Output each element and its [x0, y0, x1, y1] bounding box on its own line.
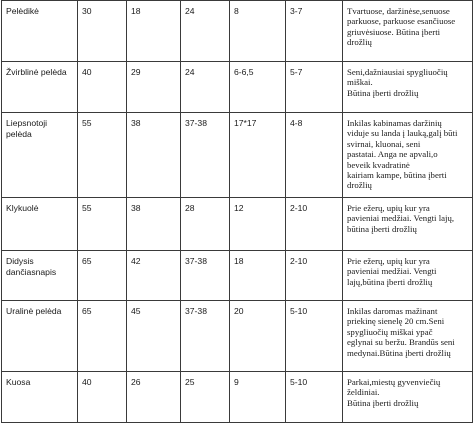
value-cell: 38 [127, 198, 181, 251]
note-line: svirnai, kluonai, seni [347, 138, 421, 149]
value-cell: 20 [230, 301, 286, 372]
species-name-cell: Pelėdikė [2, 1, 78, 62]
note-line: parkuose, parkuose esančiuose [347, 16, 456, 27]
species-name-cell: Klykuolė [2, 198, 78, 251]
nest-box-table [1, 0, 473, 423]
value-cell: 8 [230, 1, 286, 62]
value-cell: 2-10 [286, 251, 343, 301]
note-line: beveik kvadratinė [347, 159, 410, 170]
notes-cell [343, 1, 473, 62]
value-cell: 40 [78, 372, 127, 423]
value-cell: 25 [181, 372, 230, 423]
note-line: griuvėsiuose. Būtina įberti [347, 26, 441, 37]
table-row [2, 301, 473, 372]
note-line: drožlių [347, 180, 372, 191]
value-cell: 24 [181, 1, 230, 62]
value-cell: 6-6,5 [230, 62, 286, 113]
note-line: lajų,būtina įberti drožlių [347, 276, 433, 287]
note-line: pastatai. Anga ne apvali,o [347, 149, 438, 160]
notes-cell [343, 372, 473, 423]
species-name-cell: Kuosa [2, 372, 78, 423]
species-name-cell [2, 251, 78, 301]
table-row [2, 198, 473, 251]
value-cell: 18 [230, 251, 286, 301]
notes-cell [343, 113, 473, 198]
value-cell: 5-10 [286, 372, 343, 423]
note-line: drožlių [347, 37, 372, 48]
value-cell: 65 [78, 251, 127, 301]
table-row [2, 1, 473, 62]
value-cell: 24 [181, 62, 230, 113]
value-cell: 4-8 [286, 113, 343, 198]
value-cell: 37-38 [181, 113, 230, 198]
note-line: Prie ežerų, upių kur yra [347, 256, 430, 266]
value-cell: 37-38 [181, 251, 230, 301]
note-line: eglynai su beržu. Brandūs seni [347, 337, 455, 348]
species-name: Liepsnotoji pelėda [6, 118, 48, 139]
value-cell: 9 [230, 372, 286, 423]
note-line: Tvartuose, daržinėse,senuose [347, 6, 450, 16]
table-row [2, 372, 473, 423]
note-line: pavieniai medžiai. Vengti lajų, [347, 213, 455, 224]
note-line: viduje su landa į lauką,galį būti [347, 128, 458, 139]
note-line: būtina įberti drožlių [347, 223, 417, 234]
value-cell: 18 [127, 1, 181, 62]
note-line: medynai.Būtina įberti drožlių [347, 347, 451, 358]
value-cell: 26 [127, 372, 181, 423]
value-cell: 29 [127, 62, 181, 113]
value-cell: 40 [78, 62, 127, 113]
value-cell: 38 [127, 113, 181, 198]
note-line: želdiniai. [347, 387, 380, 398]
value-cell: 2-10 [286, 198, 343, 251]
value-cell: 65 [78, 301, 127, 372]
note-line: miškai. [347, 77, 373, 88]
note-line: Būtina įberti drožlių [347, 87, 419, 98]
note-line: Inkilas daromas mažinant [347, 306, 438, 316]
species-name-cell [2, 113, 78, 198]
value-cell: 3-7 [286, 1, 343, 62]
value-cell: 17*17 [230, 113, 286, 198]
value-cell: 5-7 [286, 62, 343, 113]
value-cell: 55 [78, 198, 127, 251]
note-line: Būtina įberti drožlių [347, 397, 419, 408]
species-name-cell: Uralinė pelėda [2, 301, 78, 372]
value-cell: 12 [230, 198, 286, 251]
note-line: Prie ežerų, upių kur yra [347, 203, 430, 213]
notes-cell [343, 301, 473, 372]
note-line: Seni,dažniausiai spygliuočių [347, 67, 448, 77]
notes-cell [343, 62, 473, 113]
value-cell: 30 [78, 1, 127, 62]
value-cell: 5-10 [286, 301, 343, 372]
table-row [2, 62, 473, 113]
note-line: pavieniai medžiai. Vengti [347, 266, 437, 277]
species-name: Didysis dančiasnapis [6, 256, 57, 277]
notes-cell [343, 251, 473, 301]
note-line: spygliuočių miškai ypač [347, 326, 433, 337]
value-cell: 37-38 [181, 301, 230, 372]
species-name-cell: Žvirblinė pelėda [2, 62, 78, 113]
note-line: Parkai,miestų gyvenviečių [347, 377, 441, 387]
table-row [2, 251, 473, 301]
value-cell: 28 [181, 198, 230, 251]
value-cell: 55 [78, 113, 127, 198]
table-row [2, 113, 473, 198]
value-cell: 45 [127, 301, 181, 372]
value-cell: 42 [127, 251, 181, 301]
note-line: priekinę sienelę 20 cm.Seni [347, 316, 445, 327]
note-line: Inkilas kabinamas daržinių [347, 118, 442, 128]
note-line: kairiam kampe, būtina įberti [347, 170, 447, 181]
notes-cell [343, 198, 473, 251]
